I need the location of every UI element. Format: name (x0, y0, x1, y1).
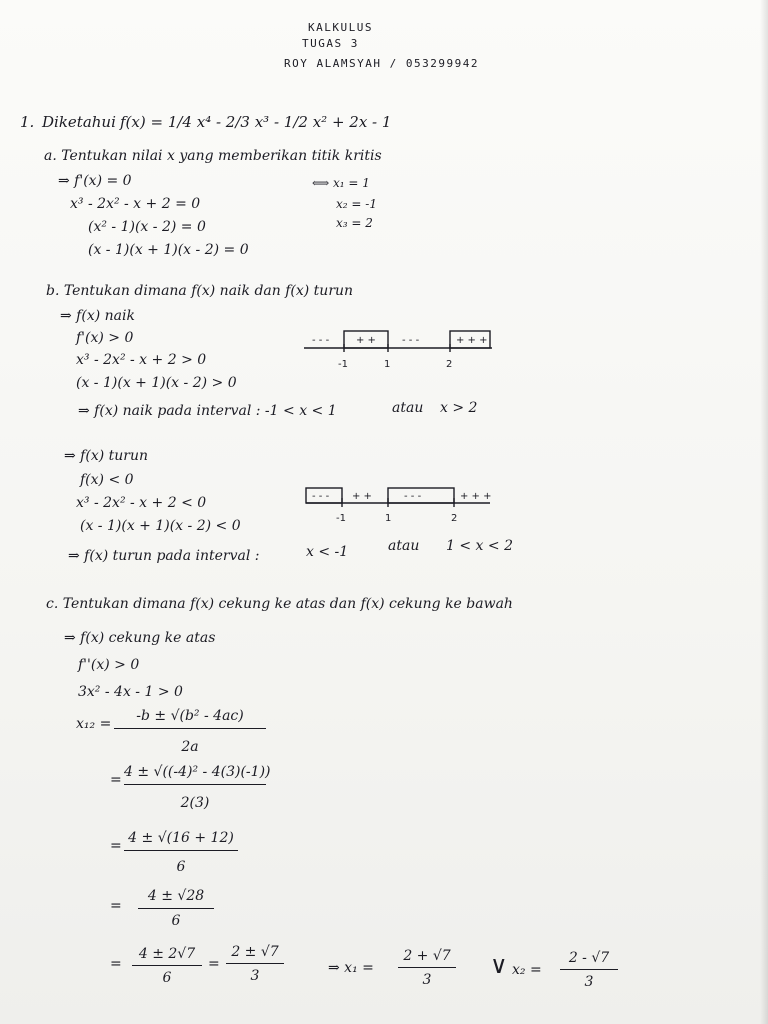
x2-fraction-denominator: 3 (584, 974, 594, 990)
equals-5: = (110, 956, 122, 972)
fraction-4 (138, 888, 214, 929)
equals-4: = (110, 898, 122, 914)
x2-fraction-bar (560, 969, 618, 970)
sign-chart-turun-sign-4: + + + (460, 491, 492, 502)
part-c-sub: ⇒ f(x) cekung ke atas (64, 630, 216, 646)
given-function: f(x) = 1/4 x⁴ - 2/3 x³ - 1/2 x² + 2x - 1 (120, 113, 392, 131)
fraction-1-numerator: -b ± √(b² - 4ac) (136, 708, 244, 724)
part-c-heading: c. Tentukan dimana f(x) cekung ke atas dan f(x) cekung ke bawah (46, 596, 513, 612)
sign-chart-turun-label-1: -1 (336, 513, 346, 524)
part-b-naik-alt: x > 2 (440, 400, 478, 416)
fraction-3 (124, 830, 238, 875)
part-b-turun-or: atau (388, 538, 420, 554)
sign-chart-turun-sign-2: + + (352, 491, 372, 502)
problem-number: 1. (20, 113, 35, 131)
sign-chart-naik-label-2: 1 (384, 359, 391, 370)
part-b-turun-interval: x < -1 (306, 544, 349, 560)
sign-chart-turun-sign-1: - - - (312, 491, 330, 502)
sign-chart-naik-sign-4: + + + (456, 335, 488, 346)
equals-2: = (110, 772, 122, 788)
fraction-4-bar (138, 908, 214, 909)
student-name: ROY ALAMSYAH / 053299942 (284, 57, 479, 70)
x1-fraction-numerator: 2 + √7 (403, 948, 451, 964)
part-b-naik-step-2: x³ - 2x² - x + 2 > 0 (76, 352, 207, 368)
or-symbol: ∨ (490, 951, 508, 979)
x2-fraction (560, 950, 618, 990)
fraction-5-denominator: 6 (162, 970, 172, 986)
formula-lhs: x₁₂ = (76, 716, 112, 732)
fraction-2-numerator: 4 ± √((-4)² - 4(3)(-1)) (124, 764, 271, 780)
part-a-step-4: (x - 1)(x + 1)(x - 2) = 0 (88, 242, 249, 258)
assignment-title: TUGAS 3 (302, 37, 359, 50)
part-c-step-2: 3x² - 4x - 1 > 0 (78, 684, 183, 700)
fraction-4-numerator: 4 ± √28 (147, 888, 205, 904)
x1-fraction-bar (398, 967, 456, 968)
fraction-5-numerator: 4 ± 2√7 (138, 946, 196, 962)
part-a-step-3: (x² - 1)(x - 2) = 0 (88, 219, 206, 235)
sign-chart-turun-label-2: 1 (385, 513, 392, 524)
fraction-4-denominator: 6 (171, 913, 181, 929)
part-b-turun-label: ⇒ f(x) turun (64, 448, 148, 464)
course-title: KALKULUS (308, 21, 373, 34)
part-a-result-2: x₂ = -1 (336, 197, 377, 211)
part-a-step-1: ⇒ f'(x) = 0 (58, 173, 132, 189)
part-b-turun-step-3: (x - 1)(x + 1)(x - 2) < 0 (80, 518, 241, 534)
x2-fraction-numerator: 2 - √7 (568, 950, 610, 966)
fraction-2-denominator: 2(3) (180, 795, 210, 811)
part-c-step-1: f''(x) > 0 (78, 657, 140, 673)
part-a-heading: a. Tentukan nilai x yang memberikan titik kritis (44, 148, 382, 164)
part-b-turun-step-2: x³ - 2x² - x + 2 < 0 (76, 495, 207, 511)
part-b-naik-step-3: (x - 1)(x + 1)(x - 2) > 0 (76, 375, 237, 391)
fraction-3-bar (124, 850, 238, 851)
fraction-6-bar (226, 963, 284, 964)
sign-chart-naik-label-3: 2 (446, 359, 453, 370)
part-a-step-2: x³ - 2x² - x + 2 = 0 (70, 196, 201, 212)
fraction-6-numerator: 2 ± √7 (231, 944, 279, 960)
fraction-2-bar (124, 784, 266, 785)
part-b-turun-conclusion: ⇒ f(x) turun pada interval : (68, 548, 260, 564)
sign-chart-naik-sign-3: - - - (402, 335, 420, 346)
fraction-1-bar (114, 728, 266, 729)
fraction-5-bar (132, 965, 202, 966)
sign-chart-naik-label-1: -1 (338, 359, 348, 370)
sign-chart-naik-sign-1: - - - (312, 335, 330, 346)
x1-fraction (398, 948, 456, 988)
fraction-1-denominator: 2a (181, 739, 199, 755)
fraction-1 (114, 708, 266, 755)
fraction-5 (132, 946, 202, 986)
x2-label: x₂ = (512, 962, 542, 978)
part-b-naik-label: ⇒ f(x) naik (60, 308, 135, 324)
sign-chart-turun-sign-3: - - - (404, 491, 422, 502)
x1-arrow-label: ⇒ x₁ = (328, 960, 374, 976)
fraction-3-denominator: 6 (176, 859, 186, 875)
part-a-result-3: x₃ = 2 (336, 216, 373, 230)
part-a-result-1: ⟺ x₁ = 1 (312, 176, 370, 190)
given-label: Diketahui (42, 113, 116, 131)
equals-6: = (208, 956, 220, 972)
part-b-naik-conclusion: ⇒ f(x) naik pada interval : -1 < x < 1 (78, 403, 337, 419)
sign-chart-turun-label-3: 2 (451, 513, 458, 524)
part-b-naik-step-1: f'(x) > 0 (76, 330, 134, 346)
part-b-heading: b. Tentukan dimana f(x) naik dan f(x) turun (46, 283, 354, 299)
fraction-6-denominator: 3 (250, 968, 260, 984)
x1-fraction-denominator: 3 (422, 972, 432, 988)
part-b-turun-step-1: f(x) < 0 (80, 472, 134, 488)
sign-chart-naik-sign-2: + + (356, 335, 376, 346)
fraction-2 (124, 764, 271, 811)
part-b-turun-alt: 1 < x < 2 (446, 538, 513, 554)
equals-3: = (110, 838, 122, 854)
part-b-naik-or: atau (392, 400, 424, 416)
fraction-3-numerator: 4 ± √(16 + 12) (128, 830, 234, 846)
fraction-6 (226, 944, 284, 984)
